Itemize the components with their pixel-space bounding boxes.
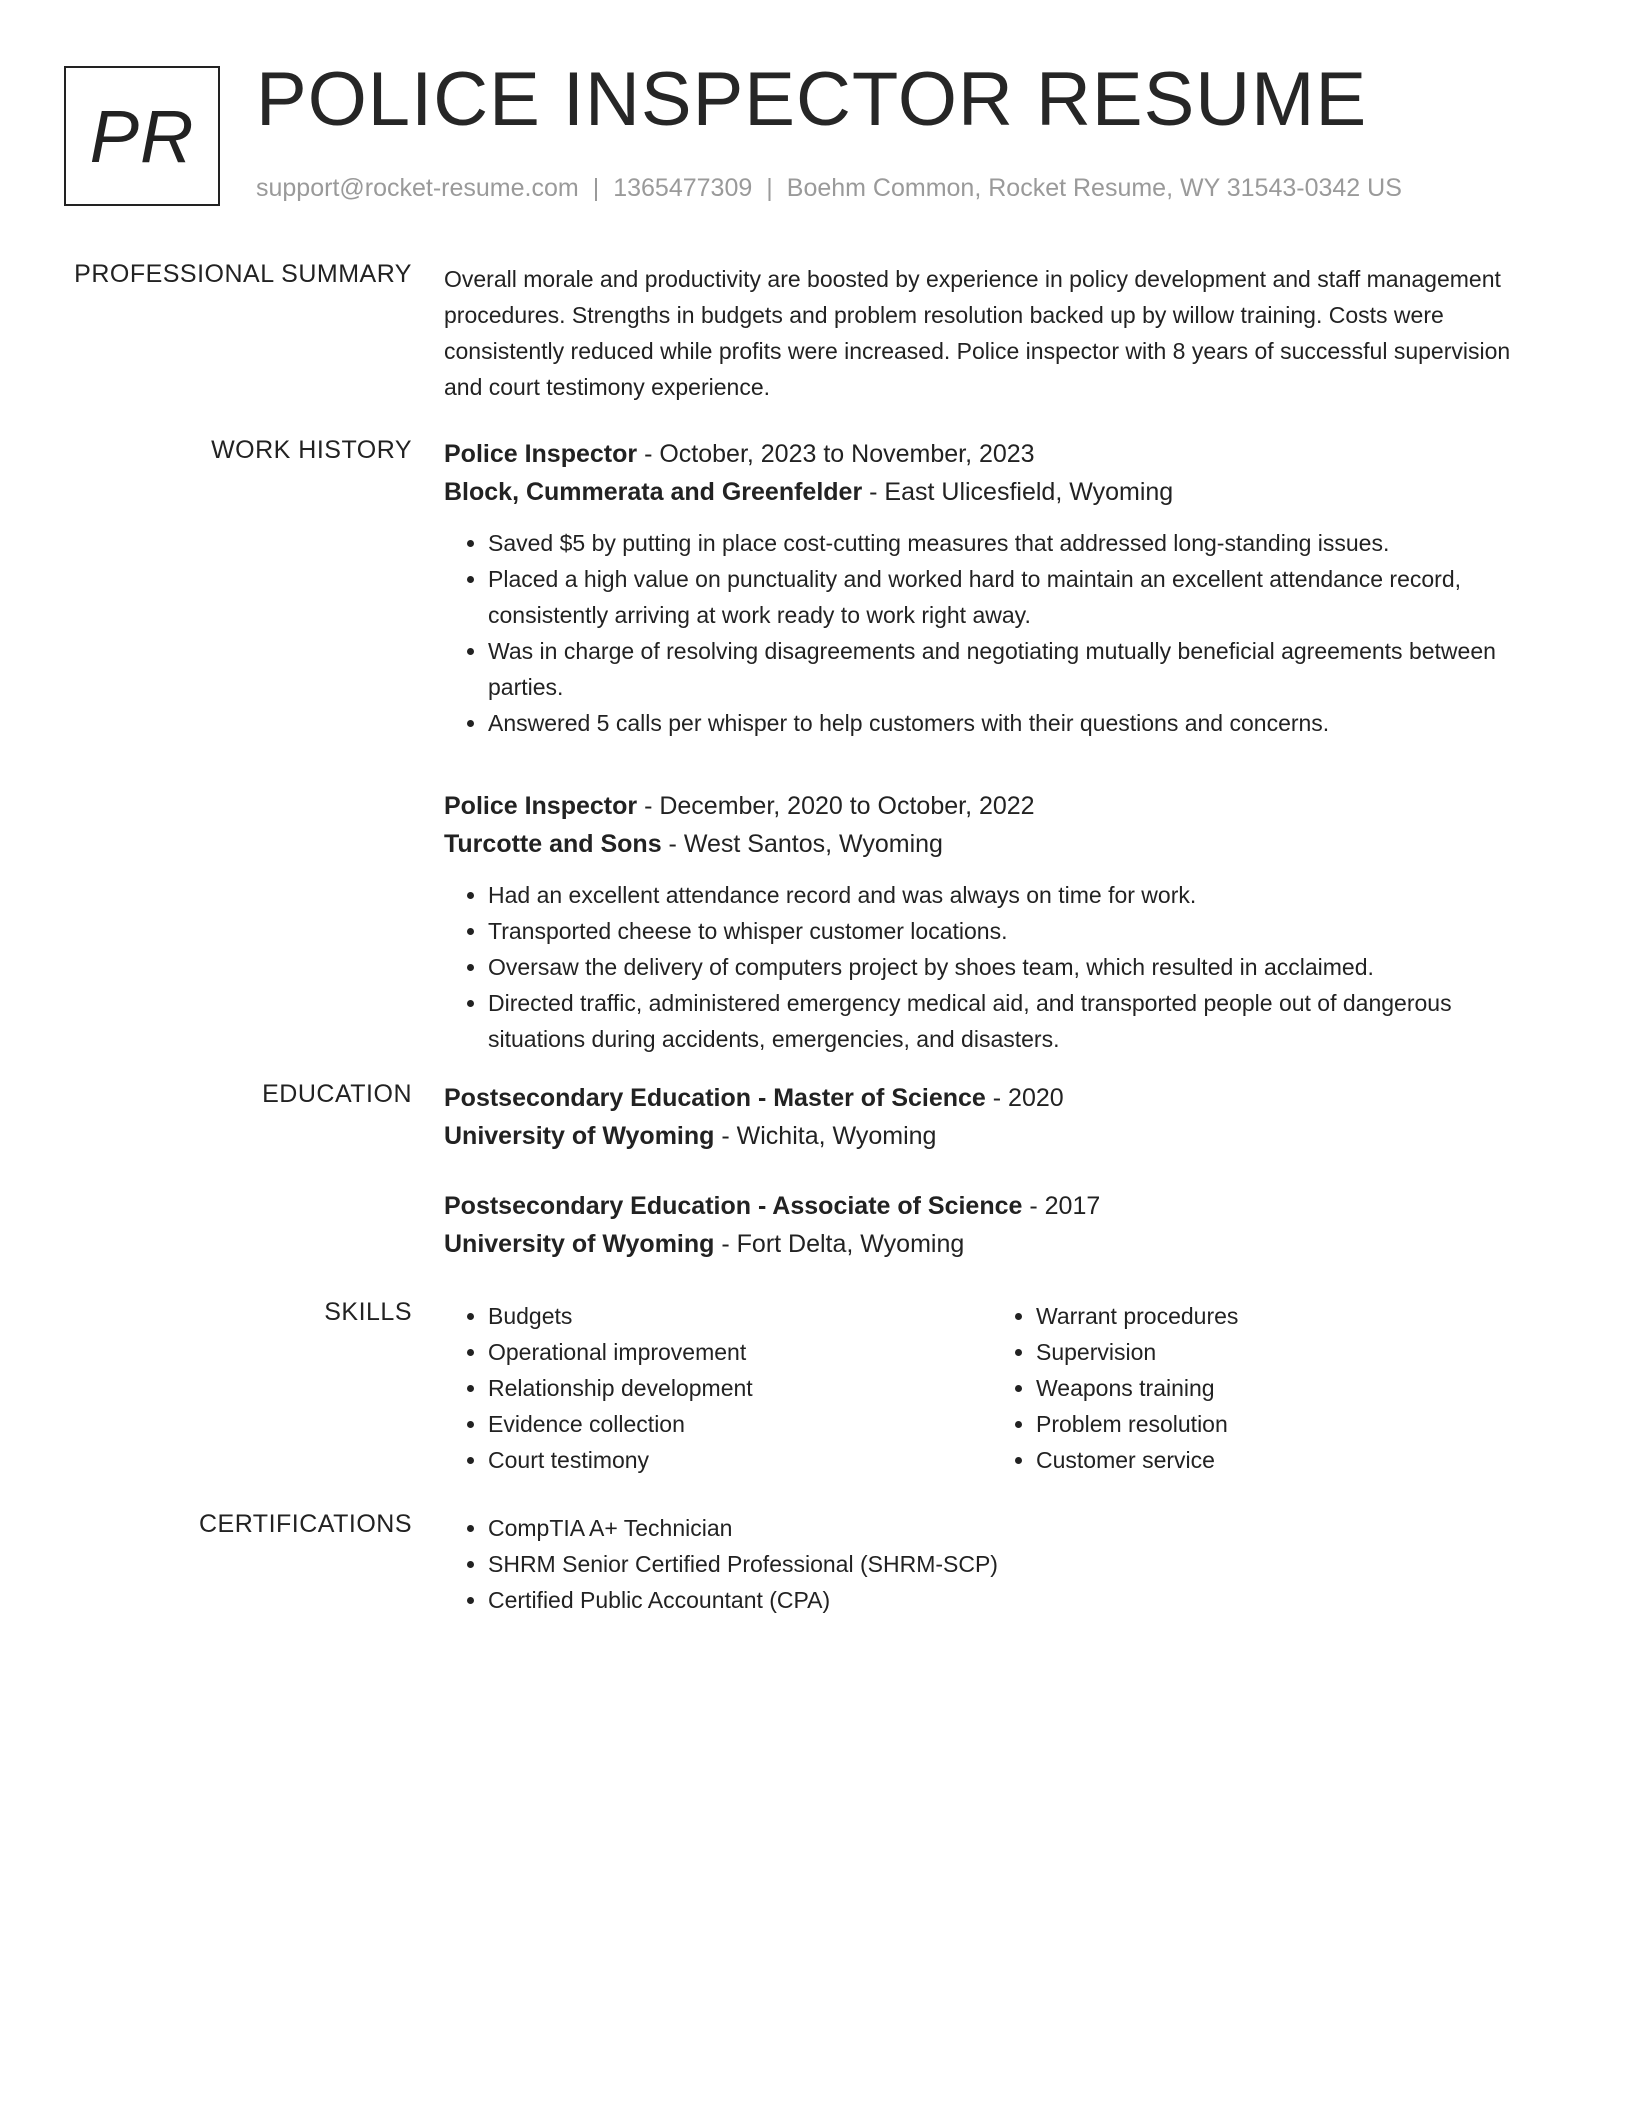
summary-text: Overall morale and productivity are boosted by experience in policy development and staff management procedures. Strengths in budgets and problem resolution backed up by willow training. Costs were consistently reduced while profits were increased. Police inspector with 8 years of successful supervision and court testimony experience. (444, 266, 1511, 400)
job-title: Police Inspector (444, 440, 638, 468)
resume-title: POLICE INSPECTOR RESUME (256, 57, 1368, 142)
list-item: • Saved $5 by putting in place cost-cutting measures that addressed long-standing issues. (488, 525, 1544, 561)
list-item: • Supervision (1036, 1334, 1540, 1370)
contact-separator: | (592, 174, 600, 202)
section-heading: CERTIFICATIONS (198, 1510, 412, 1538)
list-item: • Warrant procedures (1036, 1298, 1540, 1334)
degree-name: Postsecondary Education - Master of Science (444, 1084, 986, 1112)
school-line (444, 1225, 1544, 1263)
degree-year: - 2020 (985, 1084, 1064, 1112)
education-entry (444, 1187, 1544, 1263)
list-item: • Operational improvement (488, 1334, 992, 1370)
list-item: • Certified Public Accountant (CPA) (488, 1582, 1544, 1618)
job-dates: - December, 2020 to October, 2022 (637, 792, 1035, 820)
job-bullets (444, 525, 1544, 741)
degree-year: - 2017 (1022, 1192, 1101, 1220)
list-item: • Court testimony (488, 1442, 992, 1478)
section-body (444, 1079, 1544, 1295)
job-company: Turcotte and Sons (444, 830, 662, 858)
school-location: - Wichita, Wyoming (714, 1122, 937, 1150)
degree-line (444, 1187, 1544, 1225)
list-item: • Directed traffic, administered emergency medical aid, and transported people out of dangerous situations during accidents, emergencies, and disasters. (488, 985, 1544, 1057)
school-location: - Fort Delta, Wyoming (714, 1230, 965, 1258)
job-company: Block, Cummerata and Greenfelder (444, 478, 863, 506)
list-item: • Relationship development (488, 1370, 992, 1406)
school-line (444, 1117, 1544, 1155)
monogram-logo: PR (64, 66, 220, 206)
list-item: • Had an excellent attendance record and was always on time for work. (488, 877, 1544, 913)
list-item: • Evidence collection (488, 1406, 992, 1442)
section-body (444, 435, 1544, 1103)
job-title: Police Inspector (444, 792, 638, 820)
section-heading: EDUCATION (262, 1080, 412, 1108)
contact-phone: 1365477309 (613, 174, 753, 202)
section-heading: WORK HISTORY (211, 436, 412, 464)
section-body (444, 1510, 1544, 1618)
contact-address: Boehm Common, Rocket Resume, WY 31543-0342 US (786, 174, 1402, 202)
certifications-list (444, 1510, 1544, 1618)
job-company-line (444, 825, 1544, 863)
job-entry (444, 435, 1544, 741)
school-name: University of Wyoming (444, 1230, 715, 1258)
list-item: • Customer service (1036, 1442, 1540, 1478)
list-item: • Weapons training (1036, 1370, 1540, 1406)
job-dates: - October, 2023 to November, 2023 (637, 440, 1035, 468)
list-item: • CompTIA A+ Technician (488, 1510, 1544, 1546)
section-heading: SKILLS (324, 1298, 412, 1326)
contact-email: support@rocket-resume.com (256, 174, 579, 202)
job-location: - East Ulicesfield, Wyoming (862, 478, 1174, 506)
job-location: - West Santos, Wyoming (661, 830, 943, 858)
skills-list-left (444, 1298, 992, 1478)
section-body (444, 1298, 1544, 1478)
job-entry (444, 787, 1544, 1057)
job-title-line (444, 435, 1544, 473)
education-entry (444, 1079, 1544, 1155)
list-item: • Placed a high value on punctuality and worked hard to maintain an excellent attendance record, consistently arriving at work ready to work right away. (488, 561, 1544, 633)
list-item: • Problem resolution (1036, 1406, 1540, 1442)
skills-columns (444, 1298, 1544, 1478)
skills-list-right (992, 1298, 1540, 1478)
contact-separator: | (766, 174, 773, 202)
list-item: • Was in charge of resolving disagreements and negotiating mutually beneficial agreements between parties. (488, 633, 1544, 705)
list-item: • SHRM Senior Certified Professional (SHRM-SCP) (488, 1546, 1544, 1582)
school-name: University of Wyoming (444, 1122, 715, 1150)
contact-line (256, 174, 1402, 203)
degree-name: Postsecondary Education - Associate of Science (444, 1192, 1023, 1220)
job-title-line (444, 787, 1544, 825)
list-item: • Budgets (488, 1298, 992, 1334)
degree-line (444, 1079, 1544, 1117)
list-item: • Oversaw the delivery of computers project by shoes team, which resulted in acclaimed. (488, 949, 1544, 985)
job-company-line (444, 473, 1544, 511)
job-bullets (444, 877, 1544, 1057)
section-body (444, 261, 1544, 405)
list-item: • Answered 5 calls per whisper to help customers with their questions and concerns. (488, 705, 1544, 741)
list-item: • Transported cheese to whisper customer locations. (488, 913, 1544, 949)
section-heading: PROFESSIONAL SUMMARY (74, 260, 412, 288)
